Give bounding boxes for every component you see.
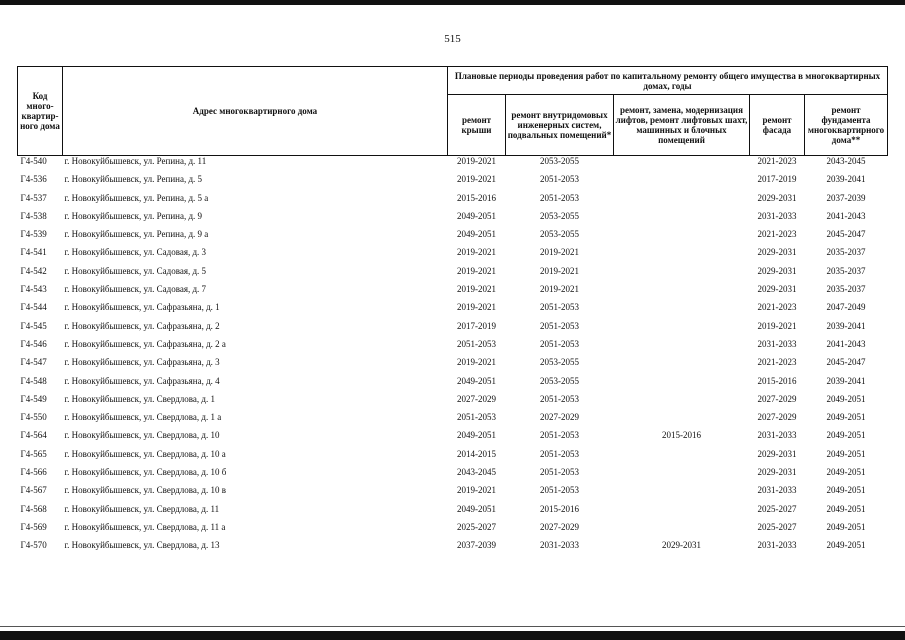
cell-engineering-period: 2053-2055 <box>540 229 579 240</box>
table-row <box>18 284 888 302</box>
cell-facade-period: 2019-2021 <box>757 320 797 331</box>
cell-engineering-period: 2051-2053 <box>540 302 579 313</box>
cell-address: г. Новокуйбышевск, ул. Сафразьяна, д. 4 <box>64 375 220 386</box>
cell-engineering-period: 2019-2021 <box>540 247 579 258</box>
cell-code: Г4-547 <box>20 357 47 368</box>
cell-engineering-period: 2051-2053 <box>540 320 579 331</box>
cell-code: Г4-564 <box>20 430 47 441</box>
cell-code: Г4-544 <box>20 302 47 313</box>
cell-engineering-period: 2019-2021 <box>540 284 579 295</box>
cell-foundation-period: 2049-2051 <box>826 412 866 423</box>
cell-code: Г4-540 <box>20 156 47 166</box>
table-row <box>18 247 888 265</box>
cell-facade-period: 2031-2033 <box>757 338 797 349</box>
cell-lift-period <box>614 211 750 229</box>
cell-engineering-period: 2051-2053 <box>540 192 579 203</box>
bottom-border-rule <box>0 631 905 640</box>
cell-lift-period <box>614 156 750 175</box>
header-lift: ремонт, замена, модернизация лифтов, ремонт лифтовых шахт, машинных и блочных помещений <box>614 95 750 156</box>
header-periods-group: Плановые периоды проведения работ по капитальному ремонту общего имущества в многоквартирных домах, годы <box>448 67 888 95</box>
table-row <box>18 504 888 522</box>
page-number: 515 <box>444 33 461 45</box>
cell-foundation-period: 2049-2051 <box>826 467 866 478</box>
cell-facade-period: 2015-2016 <box>757 375 797 386</box>
table-header <box>18 67 888 156</box>
cell-facade-period: 2027-2029 <box>757 393 797 404</box>
cell-code: Г4-568 <box>20 503 47 514</box>
cell-roof-period: 2025-2027 <box>457 521 496 532</box>
cell-facade-period: 2029-2031 <box>757 247 797 258</box>
cell-lift-period: 2029-2031 <box>662 540 701 551</box>
cell-foundation-period: 2049-2051 <box>826 430 866 441</box>
table-row <box>18 321 888 339</box>
cell-engineering-period: 2051-2053 <box>540 430 579 441</box>
cell-address: г. Новокуйбышевск, ул. Свердлова, д. 11 а <box>64 521 226 532</box>
cell-foundation-period: 2049-2051 <box>826 521 866 532</box>
cell-lift-period: 2015-2016 <box>662 430 701 441</box>
cell-lift-period <box>614 394 750 412</box>
cell-code: Г4-550 <box>20 412 47 423</box>
cell-code: Г4-570 <box>20 540 47 551</box>
cell-facade-period: 2031-2033 <box>757 485 797 496</box>
cell-address: г. Новокуйбышевск, ул. Свердлова, д. 1 <box>64 393 215 404</box>
cell-foundation-period: 2045-2047 <box>826 357 866 368</box>
cell-roof-period: 2019-2021 <box>457 265 496 276</box>
cell-lift-period <box>614 266 750 284</box>
cell-roof-period: 2027-2029 <box>457 393 496 404</box>
cell-facade-period: 2029-2031 <box>757 192 797 203</box>
header-facade: ремонт фасада <box>750 95 805 156</box>
cell-roof-period: 2043-2045 <box>457 467 496 478</box>
cell-roof-period: 2014-2015 <box>457 448 496 459</box>
cell-address: г. Новокуйбышевск, ул. Репина, д. 9 <box>64 210 203 221</box>
cell-foundation-period: 2049-2051 <box>826 485 866 496</box>
cell-lift-period <box>614 357 750 375</box>
cell-engineering-period: 2051-2053 <box>540 174 579 185</box>
cell-address: г. Новокуйбышевск, ул. Репина, д. 11 <box>64 156 207 166</box>
cell-address: г. Новокуйбышевск, ул. Садовая, д. 3 <box>64 247 207 258</box>
cell-foundation-period: 2035-2037 <box>826 265 866 276</box>
cell-foundation-period: 2035-2037 <box>826 247 866 258</box>
cell-foundation-period: 2049-2051 <box>826 393 866 404</box>
cell-engineering-period: 2051-2053 <box>540 393 579 404</box>
cell-facade-period: 2021-2023 <box>757 357 797 368</box>
cell-code: Г4-545 <box>20 320 47 331</box>
cell-engineering-period: 2053-2055 <box>540 375 579 386</box>
cell-roof-period: 2051-2053 <box>457 412 496 423</box>
cell-engineering-period: 2051-2053 <box>540 467 579 478</box>
cell-code: Г4-538 <box>20 210 47 221</box>
capital-repair-table <box>17 66 888 559</box>
cell-lift-period <box>614 302 750 320</box>
cell-code: Г4-546 <box>20 338 47 349</box>
cell-engineering-period: 2019-2021 <box>540 265 579 276</box>
cell-roof-period: 2019-2021 <box>457 247 496 258</box>
table-row <box>18 467 888 485</box>
header-code: Код много-квартир-ного дома <box>18 67 63 156</box>
cell-code: Г4-566 <box>20 467 47 478</box>
table-row <box>18 522 888 540</box>
table-row <box>18 540 888 558</box>
cell-code: Г4-565 <box>20 448 47 459</box>
cell-address: г. Новокуйбышевск, ул. Свердлова, д. 10 <box>64 430 220 441</box>
table-row <box>18 357 888 375</box>
cell-lift-period <box>614 449 750 467</box>
cell-foundation-period: 2039-2041 <box>826 375 866 386</box>
cell-engineering-period: 2051-2053 <box>540 485 579 496</box>
cell-facade-period: 2021-2023 <box>757 302 797 313</box>
cell-roof-period: 2019-2021 <box>457 485 496 496</box>
cell-facade-period: 2025-2027 <box>757 521 797 532</box>
cell-address: г. Новокуйбышевск, ул. Репина, д. 5 <box>64 174 203 185</box>
cell-engineering-period: 2027-2029 <box>540 521 579 532</box>
table-body <box>18 156 888 559</box>
table-row <box>18 449 888 467</box>
cell-roof-period: 2049-2051 <box>457 503 496 514</box>
cell-foundation-period: 2049-2051 <box>826 503 866 514</box>
cell-foundation-period: 2039-2041 <box>826 320 866 331</box>
cell-address: г. Новокуйбышевск, ул. Садовая, д. 5 <box>64 265 207 276</box>
cell-roof-period: 2015-2016 <box>457 192 496 203</box>
cell-foundation-period: 2049-2051 <box>826 540 866 551</box>
cell-address: г. Новокуйбышевск, ул. Сафразьяна, д. 3 <box>64 357 220 368</box>
cell-roof-period: 2037-2039 <box>457 540 496 551</box>
cell-roof-period: 2019-2021 <box>457 156 496 166</box>
table-row <box>18 412 888 430</box>
table-row <box>18 302 888 320</box>
cell-code: Г4-569 <box>20 521 47 532</box>
cell-engineering-period: 2027-2029 <box>540 412 579 423</box>
cell-code: Г4-567 <box>20 485 47 496</box>
cell-lift-period <box>614 522 750 540</box>
cell-roof-period: 2049-2051 <box>457 430 496 441</box>
table-row <box>18 376 888 394</box>
cell-address: г. Новокуйбышевск, ул. Сафразьяна, д. 2 а <box>64 338 226 349</box>
header-roof: ремонт крыши <box>448 95 506 156</box>
cell-foundation-period: 2043-2045 <box>826 156 866 166</box>
cell-address: г. Новокуйбышевск, ул. Свердлова, д. 10 в <box>64 485 226 496</box>
cell-roof-period: 2017-2019 <box>457 320 496 331</box>
cell-foundation-period: 2041-2043 <box>826 338 866 349</box>
cell-roof-period: 2019-2021 <box>457 302 496 313</box>
table-row <box>18 485 888 503</box>
cell-foundation-period: 2049-2051 <box>826 448 866 459</box>
cell-facade-period: 2025-2027 <box>757 503 797 514</box>
cell-lift-period <box>614 284 750 302</box>
cell-facade-period: 2029-2031 <box>757 448 797 459</box>
cell-facade-period: 2031-2033 <box>757 430 797 441</box>
bottom-thin-rule <box>0 626 905 627</box>
cell-engineering-period: 2031-2033 <box>540 540 579 551</box>
cell-foundation-period: 2039-2041 <box>826 174 866 185</box>
cell-lift-period <box>614 321 750 339</box>
cell-address: г. Новокуйбышевск, ул. Свердлова, д. 10 а <box>64 448 226 459</box>
cell-engineering-period: 2053-2055 <box>540 210 579 221</box>
cell-code: Г4-537 <box>20 192 47 203</box>
cell-roof-period: 2051-2053 <box>457 338 496 349</box>
cell-code: Г4-548 <box>20 375 47 386</box>
cell-roof-period: 2049-2051 <box>457 229 496 240</box>
header-address: Адрес многоквартирного дома <box>63 67 448 156</box>
cell-code: Г4-536 <box>20 174 47 185</box>
cell-facade-period: 2029-2031 <box>757 467 797 478</box>
cell-facade-period: 2029-2031 <box>757 284 797 295</box>
cell-lift-period <box>614 467 750 485</box>
table-row <box>18 339 888 357</box>
table-row <box>18 430 888 448</box>
cell-foundation-period: 2047-2049 <box>826 302 866 313</box>
table-row <box>18 266 888 284</box>
cell-foundation-period: 2041-2043 <box>826 210 866 221</box>
cell-address: г. Новокуйбышевск, ул. Свердлова, д. 11 <box>64 503 220 514</box>
cell-lift-period <box>614 229 750 247</box>
cell-engineering-period: 2051-2053 <box>540 448 579 459</box>
cell-code: Г4-543 <box>20 284 47 295</box>
cell-engineering-period: 2015-2016 <box>540 503 579 514</box>
cell-roof-period: 2019-2021 <box>457 174 496 185</box>
cell-lift-period <box>614 247 750 265</box>
cell-code: Г4-542 <box>20 265 47 276</box>
cell-foundation-period: 2035-2037 <box>826 284 866 295</box>
cell-engineering-period: 2053-2055 <box>540 357 579 368</box>
cell-roof-period: 2049-2051 <box>457 375 496 386</box>
table-row <box>18 394 888 412</box>
table-row <box>18 193 888 211</box>
cell-facade-period: 2031-2033 <box>757 540 797 551</box>
cell-facade-period: 2017-2019 <box>757 174 797 185</box>
cell-lift-period <box>614 376 750 394</box>
cell-facade-period: 2021-2023 <box>757 229 797 240</box>
cell-facade-period: 2027-2029 <box>757 412 797 423</box>
cell-lift-period <box>614 174 750 192</box>
header-engineering: ремонт внутридомовых инженерных систем, подвальных помещений* <box>506 95 614 156</box>
cell-address: г. Новокуйбышевск, ул. Репина, д. 9 а <box>64 229 209 240</box>
cell-lift-period <box>614 485 750 503</box>
cell-facade-period: 2021-2023 <box>757 156 797 166</box>
cell-lift-period <box>614 193 750 211</box>
cell-address: г. Новокуйбышевск, ул. Свердлова, д. 1 а <box>64 412 222 423</box>
cell-lift-period <box>614 412 750 430</box>
cell-engineering-period: 2053-2055 <box>540 156 579 166</box>
cell-code: Г4-541 <box>20 247 47 258</box>
cell-lift-period <box>614 339 750 357</box>
cell-lift-period <box>614 504 750 522</box>
cell-address: г. Новокуйбышевск, ул. Садовая, д. 7 <box>64 284 207 295</box>
cell-foundation-period: 2045-2047 <box>826 229 866 240</box>
cell-engineering-period: 2051-2053 <box>540 338 579 349</box>
cell-address: г. Новокуйбышевск, ул. Сафразьяна, д. 2 <box>64 320 220 331</box>
table-row <box>18 229 888 247</box>
cell-roof-period: 2019-2021 <box>457 357 496 368</box>
cell-address: г. Новокуйбышевск, ул. Свердлова, д. 10 б <box>64 467 227 478</box>
cell-address: г. Новокуйбышевск, ул. Свердлова, д. 13 <box>64 540 220 551</box>
cell-foundation-period: 2037-2039 <box>826 192 866 203</box>
cell-roof-period: 2049-2051 <box>457 210 496 221</box>
table-row <box>18 211 888 229</box>
table-row <box>18 174 888 192</box>
cell-roof-period: 2019-2021 <box>457 284 496 295</box>
table-row <box>18 156 888 175</box>
cell-code: Г4-549 <box>20 393 47 404</box>
cell-facade-period: 2029-2031 <box>757 265 797 276</box>
cell-address: г. Новокуйбышевск, ул. Сафразьяна, д. 1 <box>64 302 220 313</box>
top-border-rule <box>0 0 905 5</box>
cell-facade-period: 2031-2033 <box>757 210 797 221</box>
header-foundation: ремонт фундамента многоквартирного дома** <box>805 95 888 156</box>
cell-code: Г4-539 <box>20 229 47 240</box>
cell-address: г. Новокуйбышевск, ул. Репина, д. 5 а <box>64 192 209 203</box>
